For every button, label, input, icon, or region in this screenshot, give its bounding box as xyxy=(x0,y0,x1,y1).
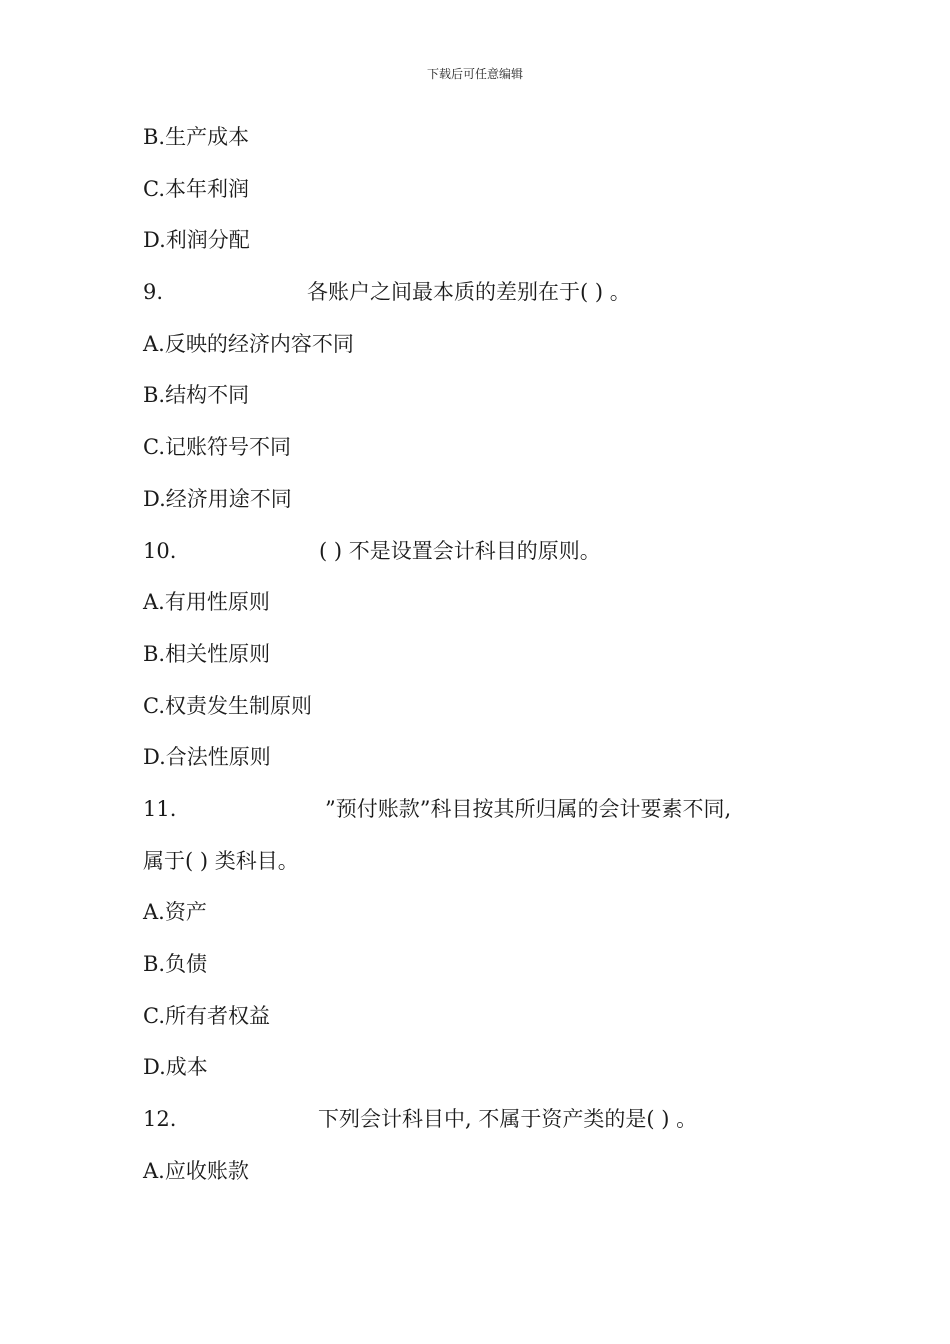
option-11a: A.资产 xyxy=(143,900,207,925)
page-header: 下载后可任意编辑 xyxy=(426,67,523,81)
option-10d: D.合法性原则 xyxy=(143,745,271,770)
option-9d: D.经济用途不同 xyxy=(143,486,292,511)
option-9b: B.结构不同 xyxy=(143,383,250,408)
question-text: ”预付账款”科目按其所归属的会计要素不同, xyxy=(325,796,732,821)
question-text: 各账户之间最本质的差别在于( ) 。 xyxy=(307,280,631,305)
question-12 xyxy=(143,1104,823,1156)
option-11b: B.负债 xyxy=(143,952,208,976)
option-10c: C.权责发生制原则 xyxy=(143,693,312,718)
option-10b: B.相关性原则 xyxy=(143,641,271,666)
option-10a: A.有用性原则 xyxy=(143,590,270,615)
question-number: 11. xyxy=(143,796,177,821)
question-number: 9. xyxy=(143,280,164,305)
question-text: ( ) 不是设置会计科目的原则。 xyxy=(319,538,601,563)
option-8d: D.利润分配 xyxy=(143,228,250,253)
question-10 xyxy=(143,536,823,588)
option-12a: A.应收账款 xyxy=(143,1158,249,1183)
question-9 xyxy=(143,277,823,329)
option-11d: D.成本 xyxy=(143,1055,208,1080)
question-text: 下列会计科目中, 不属于资产类的是( ) 。 xyxy=(318,1107,698,1132)
option-11c: C.所有者权益 xyxy=(143,1003,270,1028)
option-8b: B.生产成本 xyxy=(143,125,250,149)
option-8c: C.本年利润 xyxy=(143,176,249,201)
question-11-continuation: 属于( ) 类科目。 xyxy=(143,848,299,873)
question-11 xyxy=(143,794,823,846)
question-number: 12. xyxy=(143,1107,177,1132)
option-9c: C.记账符号不同 xyxy=(143,435,291,460)
document-body xyxy=(143,122,823,1207)
option-9a: A.反映的经济内容不同 xyxy=(143,331,354,356)
question-number: 10. xyxy=(143,538,177,563)
